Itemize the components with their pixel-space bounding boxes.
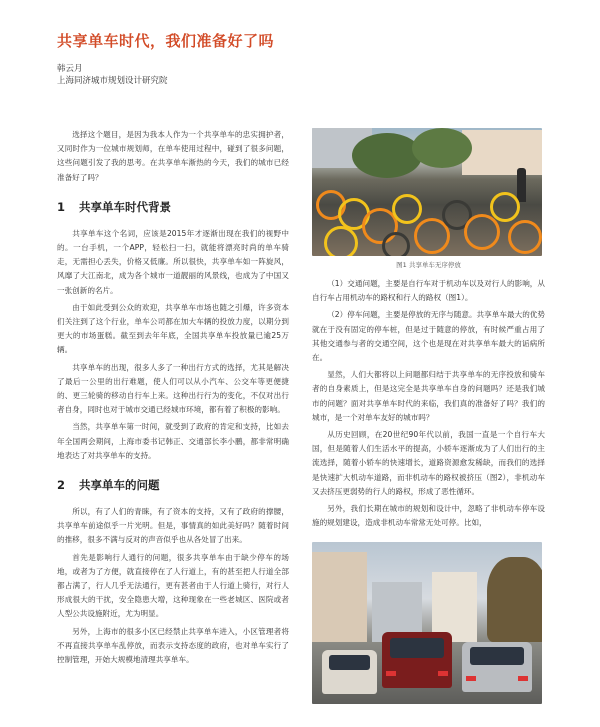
person: [517, 168, 526, 202]
bike-wheel: [382, 232, 410, 256]
car: [382, 632, 452, 688]
section-2-title: 共享单车的问题: [79, 478, 160, 493]
section-1-paragraph: 由于如此受到公众的欢迎，共享单车市场也随之引爆，许多资本们关注到了这个行业，单车公司都在加大车辆的投放力度，以期分到更大的市场蛋糕。截至到去年年底，全国共享单车投放量已逾25万辆。: [57, 302, 289, 355]
section-2-number: 2: [57, 478, 66, 493]
figure-2-traffic-photo: [312, 542, 542, 704]
bike-wheel: [392, 194, 422, 224]
tree: [352, 133, 422, 178]
car-window: [390, 638, 443, 658]
body-paragraph: 从历史回顾，在20世纪90年代以前，我国一直是一个自行车大国，但是随着人们生活水平的提高，小轿车逐渐成为了人们出行的主流选择，随着小轿车的快速增长，道路资源愈发稀缺，而我们的选择是快速扩大机动车道路，而非机动车的路权被挤压（图2），非机动车又去挤压更弱势的行人的路权，形成了恶性循环。: [312, 430, 545, 496]
section-1-paragraph: 共享单车这个名词，应该是2015年才逐渐出现在我们的视野中的。一台手机，一个APP，轻松扫一扫，就能将漂亮时尚的单车骑走，无需担心丢失，价格又低廉。所以很快，共享单车如一阵旋风，风靡了大江南北，成为各个城市一道靓丽的风景线，也成为了中国又一张创新的名片。: [57, 228, 289, 295]
section-2-heading: [57, 477, 289, 493]
tree: [487, 557, 542, 642]
bike-wheel: [490, 192, 520, 222]
car-window: [329, 655, 371, 670]
car-window: [470, 647, 523, 665]
body-paragraph: （2）停车问题，主要是停放的无序与随意。共享单车最大的优势就在于没有固定的停车桩，但是过于随意的停放，有时候严重占用了其他交通参与者的交通空间，这个也是现在对共享单车最大的诟病所在。: [312, 310, 545, 363]
car-taillight: [466, 676, 476, 681]
left-column: [57, 128, 289, 670]
section-1-title: 共享单车时代背景: [79, 199, 171, 214]
intro-paragraph: 选择这个题目，是因为我本人作为一个共享单车的忠实拥护者，又同时作为一位城市规划师，在单车使用过程中，碰到了很多问题，这些问题引发了我的思考。在共享单车渐热的今天，我们的城市已经准备好了吗？: [57, 130, 289, 182]
article-author: 韩云月: [57, 64, 83, 74]
building: [462, 130, 542, 175]
body-paragraph: 显然，人们大都将以上问题都归结于共享单车的无序投放和骑车者的自身素质上，但是这完全是共享单车自身的问题吗？还是我们城市的问题？面对共享单车时代的来临，我们真的准备好了吗？我们的城市，是一个对单车友好的城市吗？: [312, 370, 545, 422]
car: [462, 642, 532, 692]
car-taillight: [518, 676, 528, 681]
building: [312, 552, 367, 642]
section-2-paragraph: 所以，有了人们的青睐，有了资本的支持，又有了政府的撑腰，共享单车前途似乎一片光明。但是，事情真的如此美好吗？随着时间的推移，很多不满与反对的声音似乎也从各处冒了出来。: [57, 507, 289, 545]
body-paragraph: 另外，我们长期在城市的规划和设计中，忽略了非机动车停车设施的规划建设，造成非机动车常常无处可停。比如，: [312, 504, 545, 528]
car-taillight: [386, 671, 396, 677]
car-taillight: [438, 671, 448, 677]
bike-wheel: [324, 226, 358, 256]
bike-wheel: [464, 214, 500, 250]
car: [322, 650, 377, 694]
section-1-heading: [57, 199, 289, 215]
figure-1-caption: 图1 共享单车无序停放: [396, 261, 461, 269]
figure-1-bike-parking-photo: [312, 128, 542, 256]
section-2-paragraph: 首先是影响行人通行的问题，很多共享单车由于缺少停车的场地，或者为了方便，就直接停在了人行道上，有的甚至把人行道全部都占满了，行人几乎无法通行，更有甚者由于人行道上骑行，对行人形成很大的干扰，安全隐患大增，这种现象在一些老城区、医院或者人型公共设施附近，尤为明显。: [57, 552, 289, 619]
article-title: 共享单车时代，我们准备好了吗: [57, 32, 275, 50]
right-column: [312, 128, 545, 704]
tree: [412, 128, 472, 168]
section-1-number: 1: [57, 199, 66, 214]
section-1-paragraph: 当然，共享单车第一时间，就受到了政府的肯定和支持，比如去年全国两会期间，上海市委书记韩正、交通部长李小鹏，都非常明确地表达了对共享单车的支持。: [57, 422, 289, 460]
article-affiliation: 上海同济城市规划设计研究院: [57, 76, 168, 86]
body-paragraph: （1）交通问题，主要是自行车对于机动车以及对行人的影响，从自行车占用机动车的路权和行人的路权（图1）。: [312, 279, 545, 303]
section-1-paragraph: 共享单车的出现，很多人多了一种出行方式的选择，尤其是解决了最后一公里的出行难题，使人们可以从小汽车、公交车等更便捷的、更三轮骑的移动自行车上来。这种出行行为的变化，不仅对出行者自身，同时也对于城市交通已经城市环境，都有着了积极的影响。: [57, 362, 289, 415]
section-2-paragraph: 另外，上海市的很多小区已经禁止共享单车进入，小区管理者将不再直接共享单车乱停放，而表示支持态度的政府，也对单车实行了控制管理，开始大规模地清理共享单车。: [57, 626, 289, 665]
bike-wheel: [508, 220, 542, 254]
